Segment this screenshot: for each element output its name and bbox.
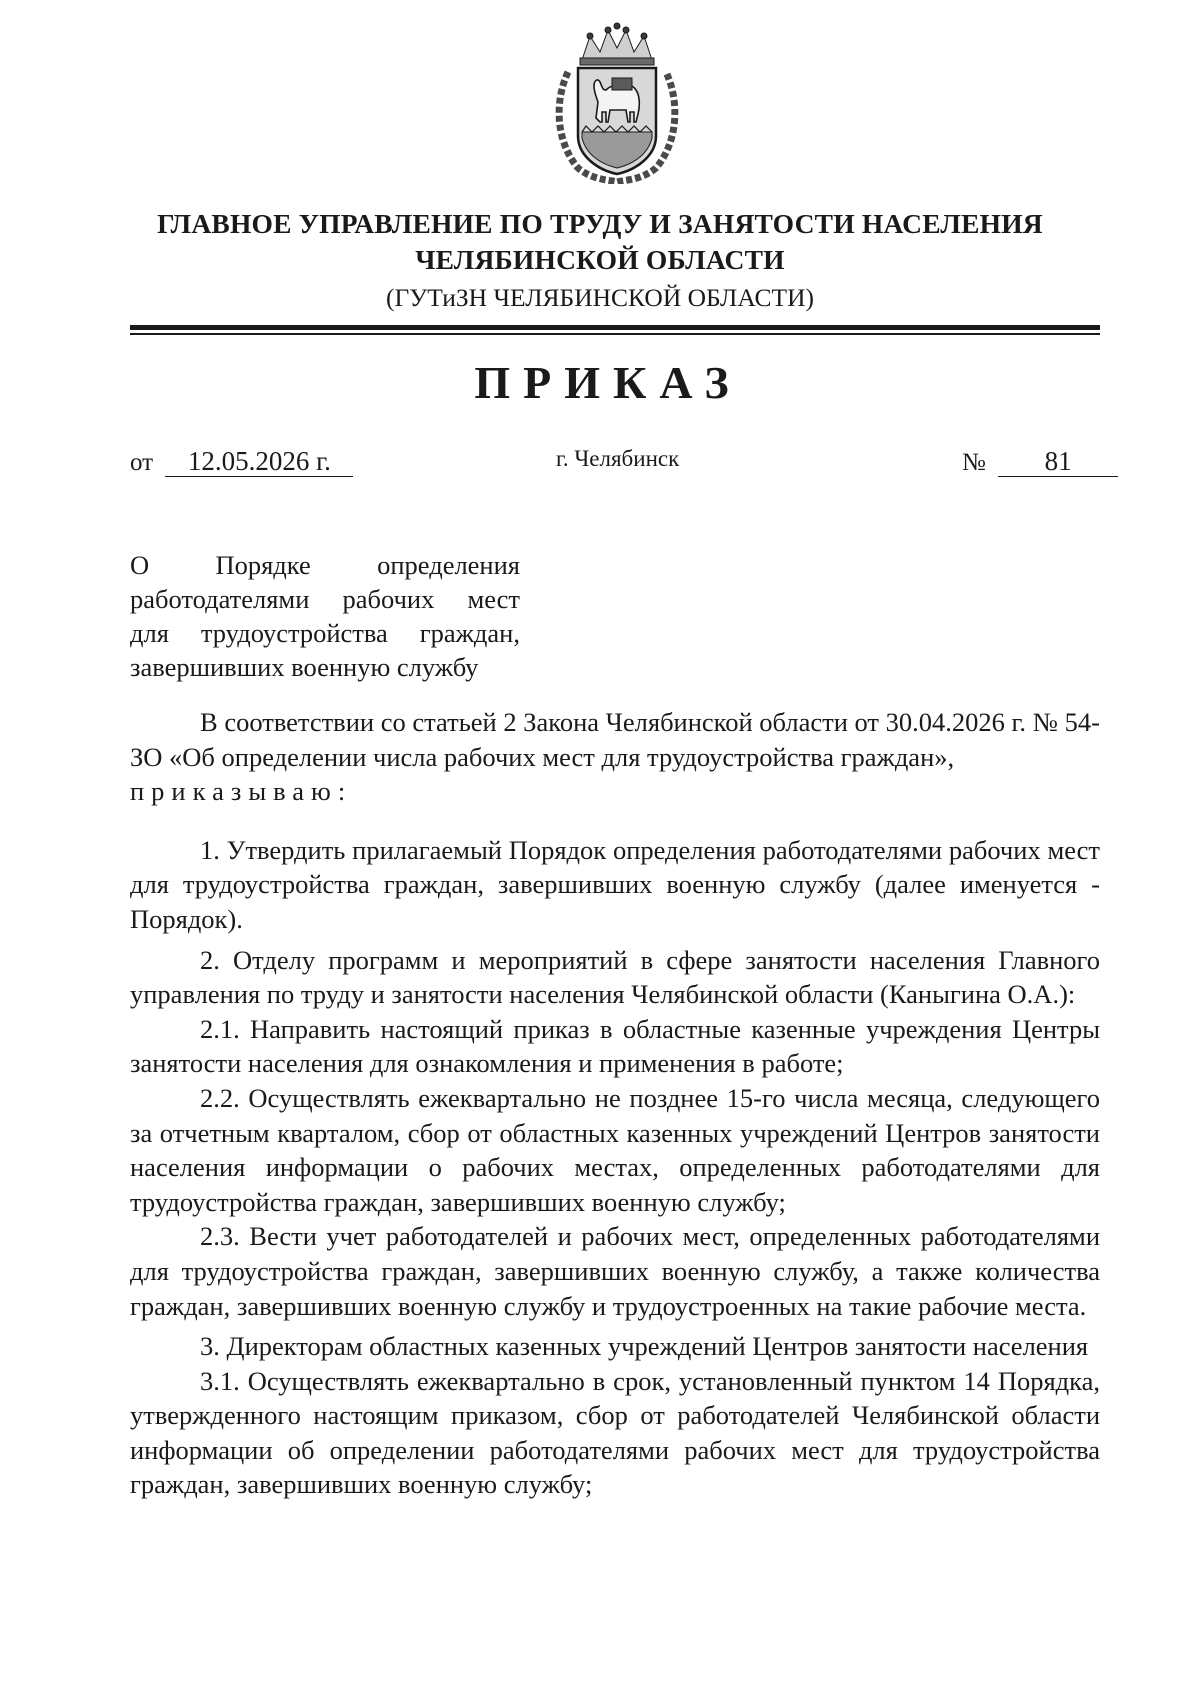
- agency-abbreviation: (ГУТиЗН ЧЕЛЯБИНСКОЙ ОБЛАСТИ): [386, 283, 814, 312]
- header-divider-thick: [130, 325, 1100, 330]
- subject-line-4: завершивших военную службу: [130, 652, 479, 682]
- document-type-title: ПРИКАЗ: [474, 357, 742, 408]
- subject-line-1: О Порядке определения: [130, 550, 520, 580]
- order-number: 81: [998, 446, 1118, 477]
- order-word-paragraph: [130, 774, 1100, 809]
- clause-2-1: 2.1. Направить настоящий приказ в областные казенные учреждения Центры занятости населения для ознакомления и применения в работе;: [130, 1013, 1100, 1079]
- subject-line-3: для трудоустройства граждан,: [130, 618, 520, 648]
- header-divider-thin: [130, 333, 1100, 335]
- clause-3-1: 3.1. Осуществлять ежеквартально в срок, установленный пунктом 14 Порядка, утвержденного настоящим приказом, сбор от работодателей Челябинской области информации об определении работодателями рабочих мест для трудоустройства граждан, завершивших военную службу;: [130, 1365, 1100, 1500]
- coat-of-arms-emblem: [552, 22, 682, 184]
- clause-2-3: 2.3. Вести учет работодателей и рабочих мест, определенных работодателями для трудоустройства граждан, завершивших военную службу, а также количества граждан, завершивших военную службу и трудоустроенных на такие рабочие места.: [130, 1221, 1100, 1321]
- order-number-block: [962, 446, 1118, 477]
- clause-3: 3. Директорам областных казенных учреждений Центров занятости населения: [200, 1331, 1089, 1362]
- clause-2-2: 2.2. Осуществлять ежеквартально не позднее 15-го числа месяца, следующего за отчетным кварталом, сбор от областных казенных учреждений Центров занятости населения информации о рабочих местах, определенных работодателями для трудоустройства граждан, завершивших военную службу;: [130, 1082, 1100, 1217]
- agency-name-line-2: ЧЕЛЯБИНСКОЙ ОБЛАСТИ: [415, 244, 785, 275]
- order-word: приказываю:: [130, 776, 353, 807]
- preamble-paragraph: В соответствии со статьей 2 Закона Челябинской области от 30.04.2026 г. № 54-ЗО «Об определении числа рабочих мест для трудоустройства граждан»,: [130, 707, 1100, 772]
- clause-1: 1. Утвердить прилагаемый Порядок определения работодателями рабочих мест для трудоустройства граждан, завершивших военную службу (далее именуется - Порядок).: [130, 834, 1100, 934]
- order-subject: [130, 548, 520, 684]
- order-date: 12.05.2026 г.: [165, 446, 353, 477]
- agency-name-line-1: ГЛАВНОЕ УПРАВЛЕНИЕ ПО ТРУДУ И ЗАНЯТОСТИ НАСЕЛЕНИЯ: [157, 208, 1043, 239]
- order-city: г. Челябинск: [556, 446, 680, 471]
- number-label: №: [962, 449, 986, 476]
- clause-2: 2. Отделу программ и мероприятий в сфере занятости населения Главного управления по труду и занятости населения Челябинской области (Каныгина О.А.):: [130, 944, 1100, 1010]
- subject-line-2: работодателями рабочих мест: [130, 584, 520, 614]
- date-label: от: [130, 449, 154, 476]
- order-body: [130, 705, 1100, 1502]
- order-date-block: [130, 446, 353, 477]
